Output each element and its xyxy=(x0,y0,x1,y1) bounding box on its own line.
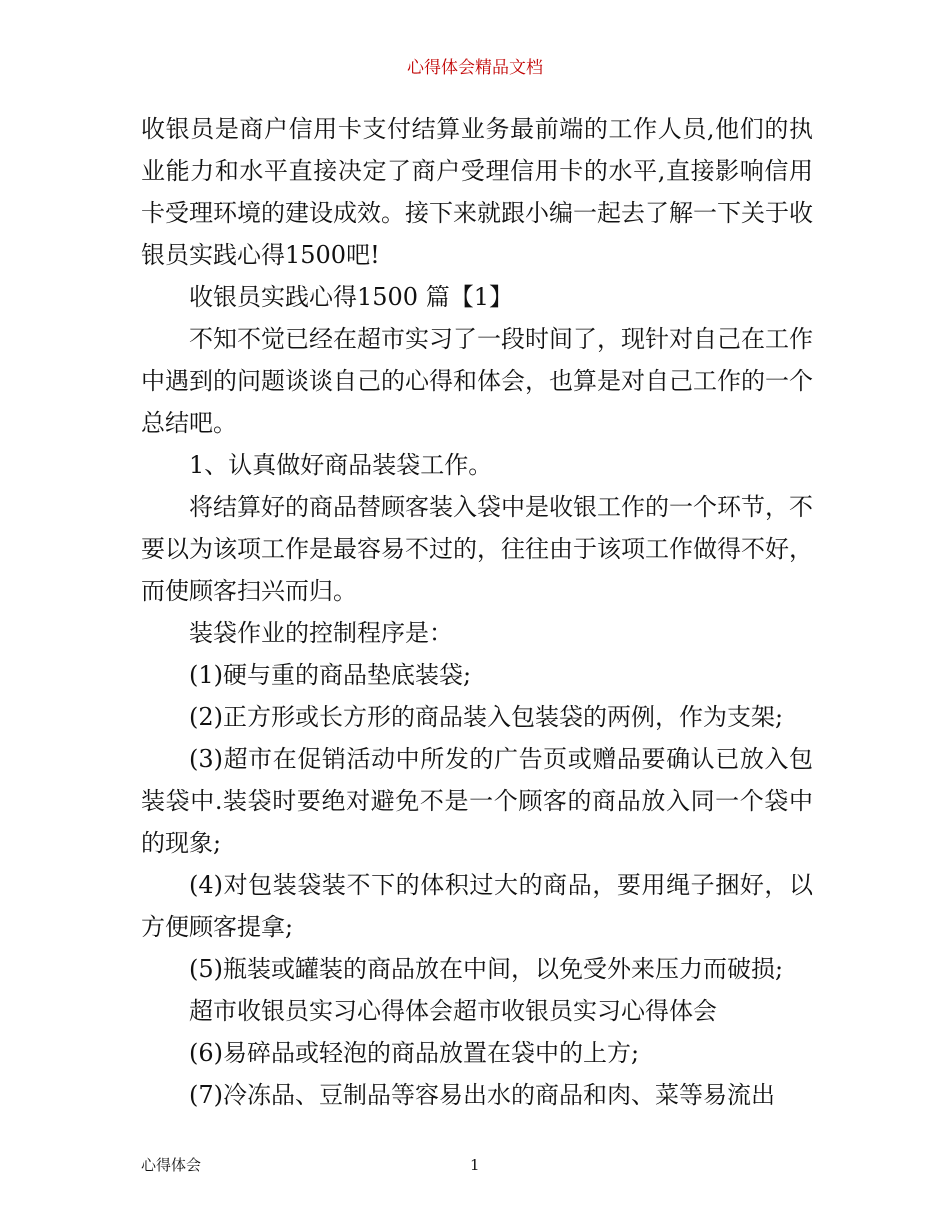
list-item: (5)瓶装或罐装的商品放在中间，以免受外来压力而破损; xyxy=(189,955,784,983)
list-item: (4)对包装袋装不下的体积过大的商品，要用绳子捆好，以方便顾客提拿; xyxy=(141,871,813,941)
paragraph: 超市收银员实习心得体会超市收银员实习心得体会 xyxy=(189,997,717,1025)
document-body xyxy=(141,108,813,1116)
paragraph: 不知不觉已经在超市实习了一段时间了，现针对自己在工作中遇到的问题谈谈自己的心得和体会，也算是对自己工作的一个总结吧。 xyxy=(141,325,813,437)
paragraph: 收银员是商户信用卡支付结算业务最前端的工作人员,他们的执业能力和水平直接决定了商户受理信用卡的水平,直接影响信用卡受理环境的建设成效。接下来就跟小编一起去了解一下关于收银员实践心得1500吧! xyxy=(141,115,813,269)
document-header-title: 心得体会精品文档 xyxy=(407,58,543,78)
paragraph: 装袋作业的控制程序是： xyxy=(189,619,453,647)
list-item: (3)超市在促销活动中所发的广告页或赠品要确认已放入包装袋中.装袋时要绝对避免不是一个顾客的商品放入同一个袋中的现象; xyxy=(141,745,813,857)
list-item: (2)正方形或长方形的商品装入包装袋的两例，作为支架; xyxy=(189,703,784,731)
list-item: (7)冷冻品、豆制品等容易出水的商品和肉、菜等易流出 xyxy=(189,1081,775,1109)
list-heading: 1、认真做好商品装袋工作。 xyxy=(189,451,493,479)
page-number: 1 xyxy=(470,1156,480,1174)
list-item: (1)硬与重的商品垫底装袋; xyxy=(189,661,472,689)
footer-label: 心得体会 xyxy=(141,1156,202,1174)
list-item: (6)易碎品或轻泡的商品放置在袋中的上方; xyxy=(189,1039,640,1067)
section-heading: 收银员实践心得1500 篇【1】 xyxy=(189,283,513,311)
paragraph: 将结算好的商品替顾客装入袋中是收银工作的一个环节，不要以为该项工作是最容易不过的，往往由于该项工作做得不好，而使顾客扫兴而归。 xyxy=(141,493,813,605)
